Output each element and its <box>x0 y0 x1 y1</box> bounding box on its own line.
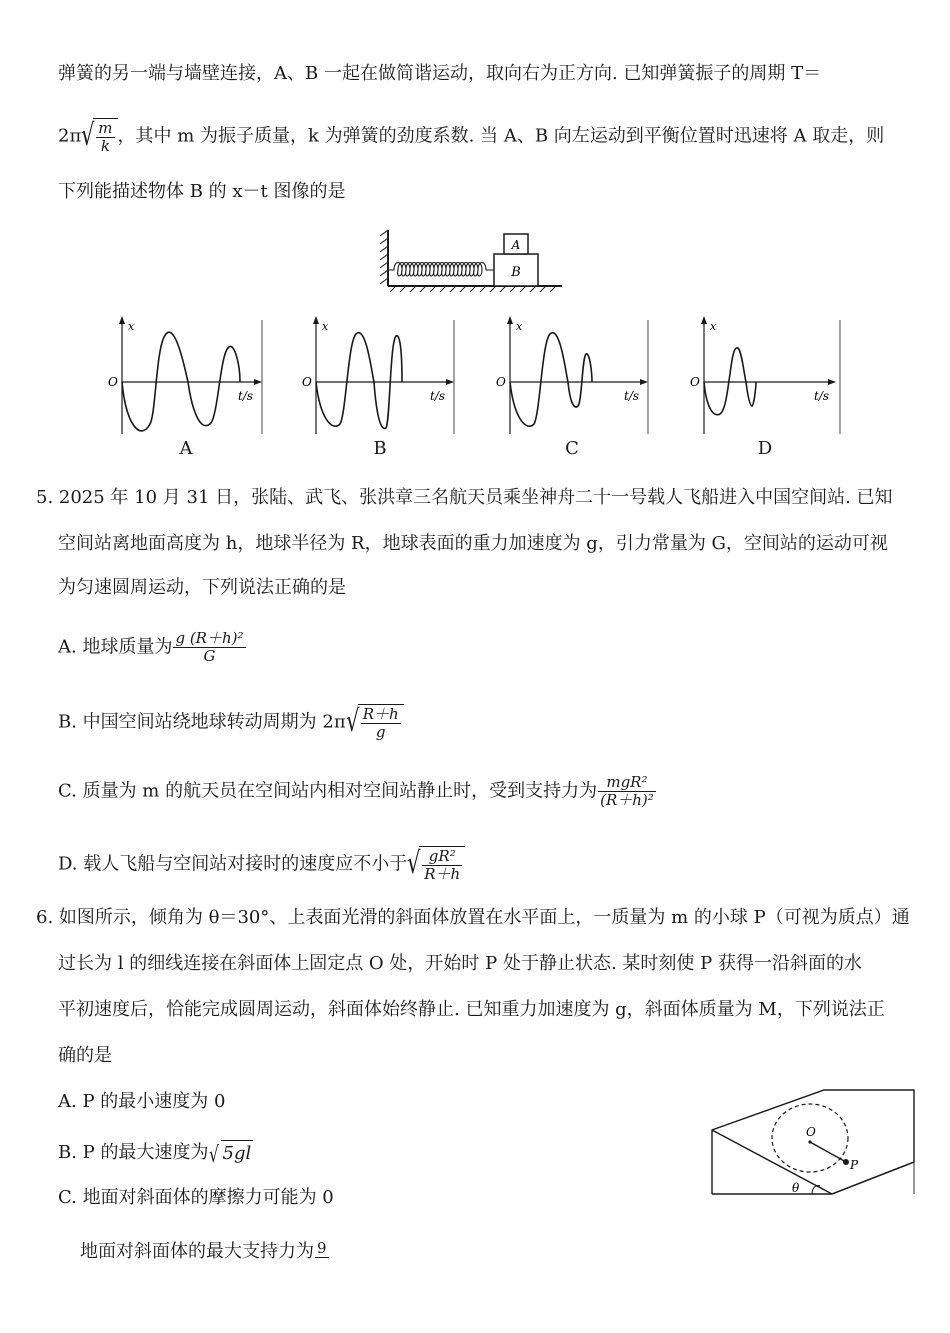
incline-figure <box>708 1086 918 1198</box>
graph-b-y-label: x <box>322 320 329 333</box>
q4-line-3: 下列能描述物体 B 的 x－t 图像的是 <box>58 181 346 202</box>
q5-option-d-den: R＋h <box>424 865 461 883</box>
graph-b <box>302 316 454 434</box>
q5-option-b-num: R＋h <box>362 705 399 723</box>
xt-graphs <box>100 314 850 438</box>
q6-line-1: 6. 如图所示，倾角为 θ＝30°、上表面光滑的斜面体放置在水平面上，一质量为 m 的小球 P（可视为质点）通 <box>36 907 910 928</box>
graph-b-letter: B <box>373 438 387 459</box>
graph-d <box>690 316 840 434</box>
graph-d-y-label: x <box>710 320 717 333</box>
q5-line-3: 为匀速圆周运动，下列说法正确的是 <box>58 577 346 598</box>
q4-sqrt: √ $\frac{m}{k}$ <box>81 118 117 155</box>
q5-option-b-text: B. 中国空间站绕地球转动周期为 2π <box>58 711 346 733</box>
label-theta: θ <box>792 1181 800 1195</box>
q6-option-d <box>80 1240 330 1264</box>
q5-option-c-den: (R＋h)² <box>600 791 654 809</box>
graph-a-x-label: t/s <box>238 389 254 403</box>
graph-d-curve <box>704 348 756 415</box>
q5-option-d-text: D. 载人飞船与空间站对接时的速度应不小于 <box>58 853 408 875</box>
graph-c-letter: C <box>565 438 579 459</box>
graph-a-y-label: x <box>128 320 135 333</box>
q5-option-a <box>58 630 247 665</box>
graph-d-letter: D <box>757 438 773 459</box>
q5-option-c-text: C. 质量为 m 的航天员在空间站内相对空间站静止时，受到支持力为 <box>58 780 598 802</box>
q4-line-1: 弹簧的另一端与墙壁连接，A、B 一起在做简谐运动，取向右为正方向. 已知弹簧振子的周期 T＝ <box>58 63 822 84</box>
label-p: P <box>850 1158 859 1172</box>
q5-option-b-den: g <box>375 723 386 741</box>
q4-line-2-text: ，其中 m 为振子质量，k 为弹簧的劲度系数. 当 A、B 向左运动到平衡位置时迅速将 A 取走，则 <box>117 125 885 147</box>
graph-c-x-label: t/s <box>624 389 640 403</box>
graph-b-origin: O <box>302 375 312 389</box>
q6-option-b-root: 5gl <box>221 1140 254 1166</box>
q6-option-c: C. 地面对斜面体的摩擦力可能为 0 <box>58 1187 334 1208</box>
graph-c-y-label: x <box>516 320 523 333</box>
q6-option-b-text: B. P 的最大速度为 <box>58 1142 209 1163</box>
block-a-label: A <box>511 238 521 252</box>
graph-d-x-label: t/s <box>814 389 830 403</box>
q4-frac-den: k <box>100 137 110 155</box>
point-o <box>808 1140 811 1143</box>
graph-c <box>496 316 648 434</box>
graph-c-curve <box>510 333 592 426</box>
q5-option-c <box>58 774 657 809</box>
q5-option-b: B. 中国空间站绕地球转动周期为 2π √ $\frac{R+h}{g}$ <box>58 704 404 741</box>
graph-b-curve <box>316 333 402 429</box>
q6-option-d-num: 9 <box>317 1239 327 1257</box>
graph-c-origin: O <box>496 375 506 389</box>
q5-option-d-num: gR² <box>422 848 462 866</box>
spring-block-figure <box>380 226 570 296</box>
q4-line-2 <box>58 118 884 155</box>
q5-option-a-den: G <box>203 647 216 665</box>
q6-option-a: A. P 的最小速度为 0 <box>58 1091 226 1112</box>
block-b-label: B <box>511 265 521 280</box>
ball-p <box>843 1159 849 1165</box>
q4-two-pi: 2π <box>58 125 82 147</box>
spring <box>388 263 494 277</box>
q4-frac-num: m <box>98 119 113 137</box>
q6-option-d-text: 地面对斜面体的最大支持力为 <box>80 1241 314 1262</box>
graph-b-x-label: t/s <box>430 389 446 403</box>
q6-line-3: 平初速度后，恰能完成圆周运动，斜面体始终静止. 已知重力加速度为 g，斜面体质量为 M，下列说法正 <box>58 999 885 1020</box>
q6-line-4: 确的是 <box>58 1045 112 1066</box>
q5-option-c-num: mgR² <box>598 774 656 792</box>
graph-a-origin: O <box>108 375 118 389</box>
label-o: O <box>806 1125 816 1139</box>
q5-option-a-num: g (R＋h)² <box>175 629 244 647</box>
graph-a <box>108 316 262 434</box>
graph-a-letter: A <box>179 438 193 459</box>
q6-line-2: 过长为 l 的细线连接在斜面体上固定点 O 处，开始时 P 处于静止状态. 某时刻使 P 获得一沿斜面的水 <box>58 953 862 974</box>
incline-outline <box>712 1090 914 1194</box>
q5-option-d: D. 载人飞船与空间站对接时的速度应不小于 √ $\frac{\text{gR²}}{R+h}$ <box>58 846 465 883</box>
q5-line-2: 空间站离地面高度为 h，地球半径为 R，地球表面的重力加速度为 g，引力常量为 G，空间站的运动可视 <box>58 533 888 554</box>
graph-d-origin: O <box>690 375 700 389</box>
q6-option-b: B. P 的最大速度为 √ 5gl <box>58 1142 252 1168</box>
q5-line-1: 5. 2025 年 10 月 31 日，张陆、武飞、张洪章三名航天员乘坐神舟二十一号载人飞船进入中国空间站. 已知 <box>36 487 893 508</box>
q5-option-a-text: A. 地球质量为 <box>58 636 173 658</box>
string <box>810 1142 846 1162</box>
